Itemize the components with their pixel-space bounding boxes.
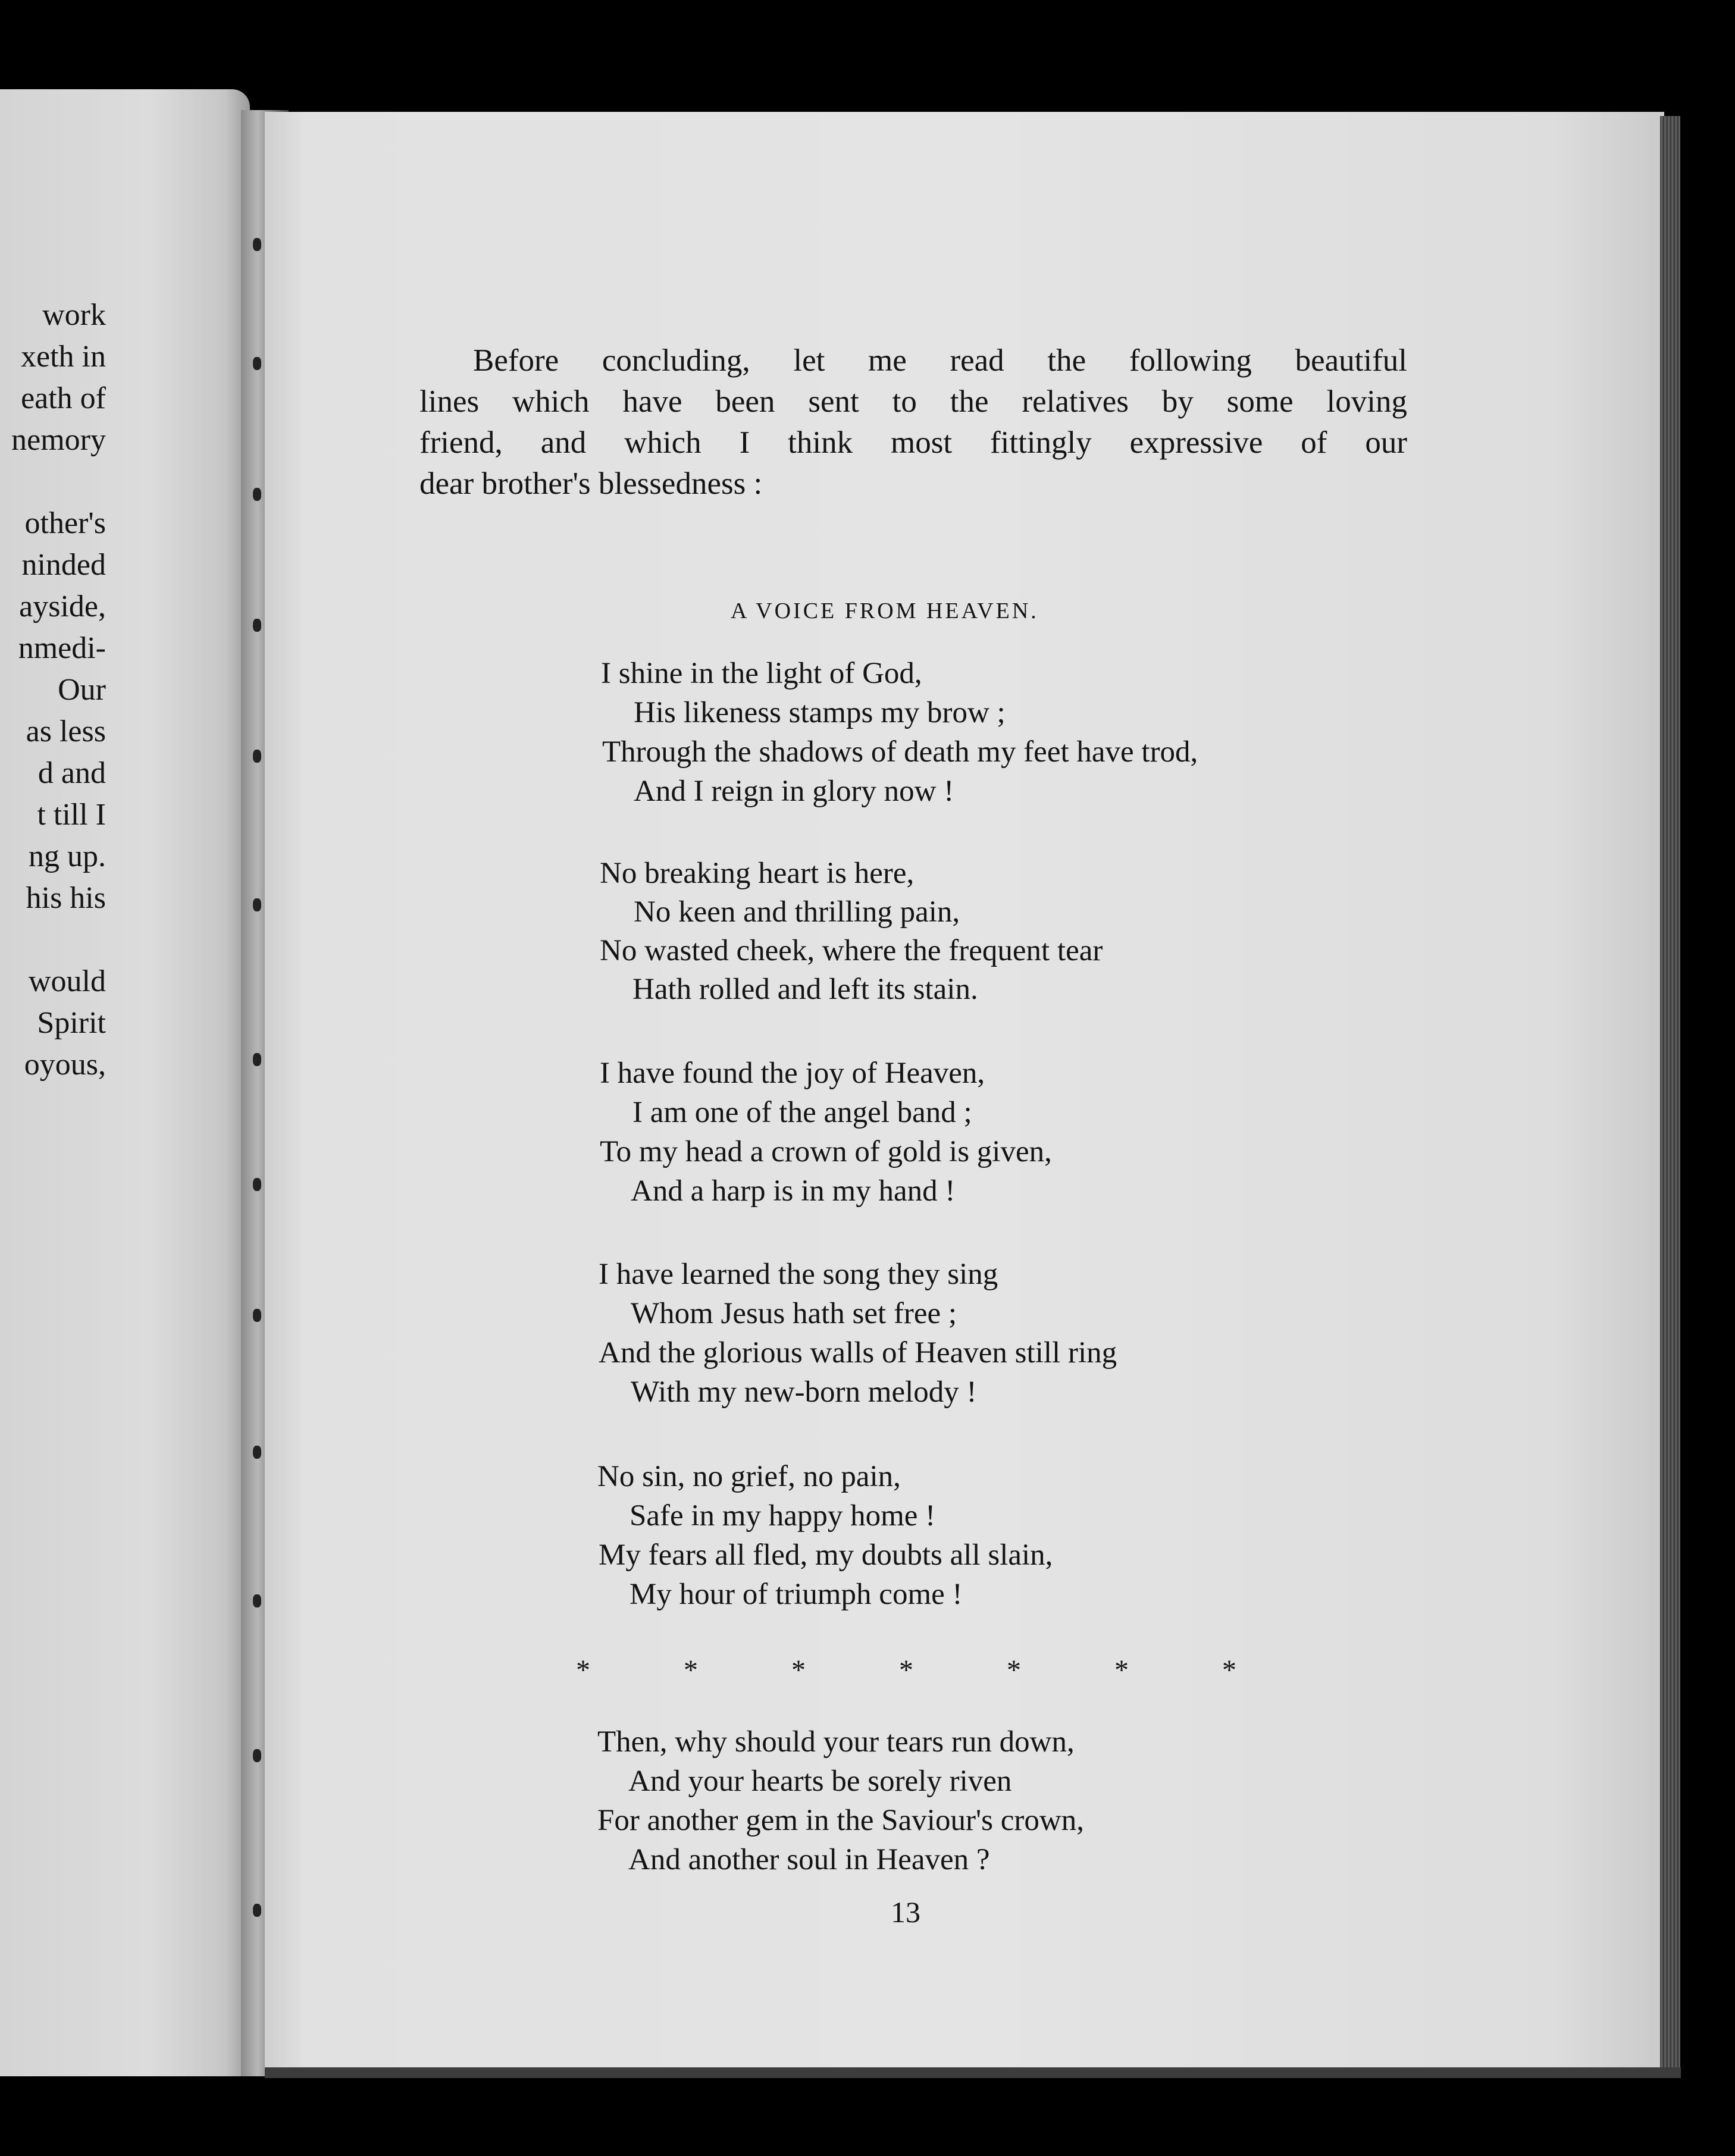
left-fragment: work <box>42 298 106 332</box>
poem-line: Then, why should your tears run down, <box>597 1725 1075 1759</box>
intro-paragraph <box>419 340 1407 504</box>
poem-line: My fears all fled, my doubts all slain, <box>599 1538 1053 1572</box>
left-fragment: nemory <box>11 423 106 457</box>
intro-line: dear brother's blessedness : <box>419 466 763 501</box>
left-fragment: Our <box>58 673 106 707</box>
binding-mark <box>253 1309 261 1322</box>
page-stack-edge <box>1660 116 1680 2073</box>
left-fragment: t till I <box>37 798 106 832</box>
poem-line: Whom Jesus hath set free ; <box>631 1297 957 1330</box>
binding-mark <box>253 1446 261 1459</box>
poem-line: And another soul in Heaven ? <box>628 1843 990 1876</box>
binding-mark <box>253 1594 261 1607</box>
poem-line: No breaking heart is here, <box>600 857 915 890</box>
poem-line: No sin, no grief, no pain, <box>597 1460 901 1493</box>
left-fragment: xeth in <box>21 340 106 374</box>
intro-line: lines which have been sent to the relatives by some loving <box>419 384 1407 419</box>
separator-asterisk: * <box>1007 1654 1021 1686</box>
left-fragment: ninded <box>21 548 106 582</box>
poem-line: I shine in the light of God, <box>601 657 922 690</box>
separator-asterisk: * <box>791 1654 806 1686</box>
section-separator <box>576 1654 1236 1687</box>
separator-asterisk: * <box>1114 1654 1129 1686</box>
poem-title: A VOICE FROM HEAVEN. <box>731 598 1039 623</box>
left-fragment: oyous, <box>24 1048 106 1082</box>
separator-asterisk: * <box>1222 1654 1236 1686</box>
poem-line: For another gem in the Saviour's crown, <box>597 1804 1084 1837</box>
left-fragment: his his <box>26 881 106 915</box>
poem-line: His likeness stamps my brow ; <box>634 696 1006 729</box>
binding-mark <box>253 488 261 501</box>
left-fragment: as less <box>26 715 106 748</box>
poem-line: Hath rolled and left its stain. <box>632 973 978 1006</box>
poem-line: And the glorious walls of Heaven still ring <box>599 1336 1117 1370</box>
binding-mark <box>253 1904 261 1917</box>
left-fragment: Spirit <box>37 1006 106 1040</box>
separator-asterisk: * <box>899 1654 913 1686</box>
left-fragment: eath of <box>21 381 106 415</box>
binding-mark <box>253 1178 261 1191</box>
page-bottom-edge <box>265 2067 1681 2078</box>
intro-line: Before concluding, let me read the following beautiful <box>473 343 1407 378</box>
poem-line: No keen and thrilling pain, <box>634 895 960 929</box>
binding-mark <box>253 1053 261 1066</box>
left-fragment: nmedi- <box>18 631 106 665</box>
intro-line: friend, and which I think most fittingly expressive of our <box>419 425 1407 460</box>
poem-line: With my new-born melody ! <box>631 1375 977 1409</box>
binding-mark <box>253 750 261 763</box>
poem-line: And a harp is in my hand ! <box>631 1174 956 1208</box>
poem-line: And I reign in glory now ! <box>634 775 954 808</box>
left-fragment: other's <box>24 506 106 540</box>
binding-mark <box>253 357 261 370</box>
poem-line: To my head a crown of gold is given, <box>600 1135 1052 1168</box>
poem-line: Through the shadows of death my feet have trod, <box>602 735 1198 769</box>
binding-mark <box>253 1749 261 1762</box>
separator-asterisk: * <box>576 1654 590 1686</box>
page-number: 13 <box>891 1895 920 1929</box>
left-fragment: d and <box>37 756 106 790</box>
poem-line: And your hearts be sorely riven <box>628 1765 1012 1798</box>
left-fragment: ng up. <box>29 839 106 873</box>
separator-asterisk: * <box>684 1654 698 1686</box>
poem-line: I have found the joy of Heaven, <box>600 1057 985 1090</box>
binding-mark <box>253 238 261 251</box>
poem-line: Safe in my happy home ! <box>630 1499 936 1533</box>
poem-line: I have learned the song they sing <box>599 1258 998 1291</box>
poem-line: I am one of the angel band ; <box>632 1096 972 1129</box>
poem-line: My hour of triumph come ! <box>630 1578 963 1611</box>
binding-mark <box>253 619 261 632</box>
left-fragment: ayside, <box>19 590 106 623</box>
left-fragment: would <box>29 964 106 998</box>
binding-mark <box>253 898 261 911</box>
poem-line: No wasted cheek, where the frequent tear <box>600 934 1103 967</box>
